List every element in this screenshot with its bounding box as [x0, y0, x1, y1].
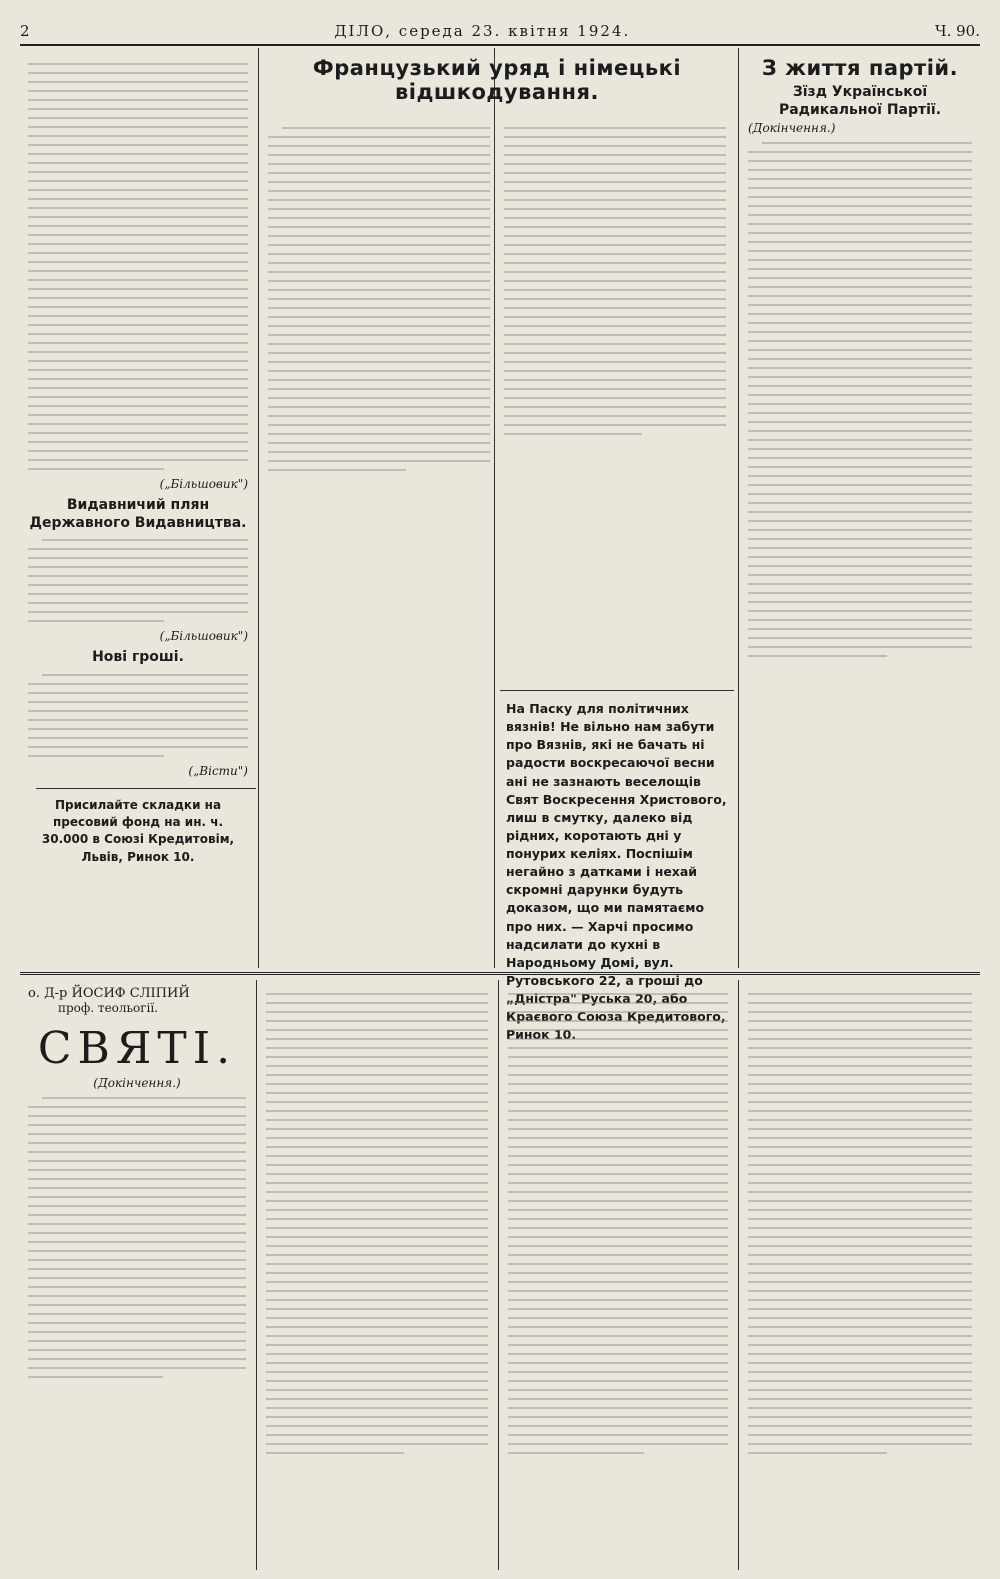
section-heading-new-money: Нові гроші.	[92, 649, 184, 665]
source-bilshovyk: („Більшовик")	[159, 629, 248, 643]
continuation-note: (Докінчення.)	[93, 1076, 181, 1090]
continuation-note: (Докінчення.)	[748, 121, 836, 135]
right-column	[740, 50, 980, 970]
issue-number: Ч. 90.	[935, 22, 980, 40]
divider	[500, 690, 734, 691]
source-bilshovyk: („Більшовик")	[159, 477, 248, 491]
column-rule	[256, 980, 257, 1570]
newspaper-title-date: ДІЛО, середа 23. квітня 1924.	[334, 22, 631, 40]
party-congress-text	[748, 142, 972, 657]
center-article-text-col2	[504, 120, 726, 478]
source-visti: („Вісти")	[188, 763, 248, 778]
publishing-plan-text	[28, 539, 248, 622]
saints-text-col2	[266, 993, 488, 1454]
masthead	[20, 14, 980, 46]
lower-article-col3	[500, 980, 736, 1570]
new-money-text	[28, 674, 248, 757]
prisoners-notice-text: На Паску для політичних вязнів! Не вільно нам забути про Вязнів, які не бачать ні радости воскресаючої весни ані не зазнають веселощів Свят Воскресення Христового, лиш в смутку, далеко від рідних, коротають дні у понурих келіях. Поспішім негайно з датками і нехай скромні дарунки будуть доказом, що ми памятаємо про них. — Харчі просимо надсилати до кухні в Народньому Домі, вул. Рутовського 22, а гроші до „Дністра" Руська 20, або Краєвого Союза Кредитового, Ринок 10.	[506, 701, 727, 1043]
headline-saints: СВЯТІ.	[37, 1023, 237, 1074]
column-rule	[738, 980, 739, 1570]
column-rule	[738, 48, 739, 968]
press-fund-notice: Присилайте складки на пресовий фонд на ин. ч. 30.000 в Союзі Кредитовім, Львів, Ринок 10.	[41, 797, 235, 864]
lower-article-col2	[258, 980, 496, 1570]
section-divider	[20, 972, 980, 975]
center-article-text-col1	[268, 120, 490, 478]
article-author-title: проф. теольогії.	[58, 1001, 159, 1015]
left-column	[20, 50, 256, 970]
section-heading-publishing-plan: Видавничий плян Державного Видавництва.	[29, 497, 247, 531]
subheadline-radical-party-congress: Зїзд Української Радикальної Партії.	[778, 84, 942, 118]
party-statistics-text	[28, 63, 248, 470]
lower-article-col1	[20, 980, 254, 1570]
headline-french-government: Французький уряд і німецькі відшкодування.	[312, 56, 682, 104]
column-rule	[258, 48, 259, 968]
article-author: о. Д-р ЙОСИФ СЛІПИЙ	[28, 986, 190, 1001]
center-article	[260, 50, 734, 690]
lower-article-col4	[740, 980, 980, 1570]
saints-text-col1	[28, 1097, 246, 1378]
divider	[36, 788, 256, 789]
saints-text-col4	[748, 993, 972, 1454]
prisoners-notice-box	[498, 694, 736, 1043]
page-number: 2	[20, 22, 30, 40]
headline-party-life: З життя партій.	[761, 56, 959, 80]
column-rule	[498, 980, 499, 1570]
saints-text-col3	[508, 993, 728, 1454]
